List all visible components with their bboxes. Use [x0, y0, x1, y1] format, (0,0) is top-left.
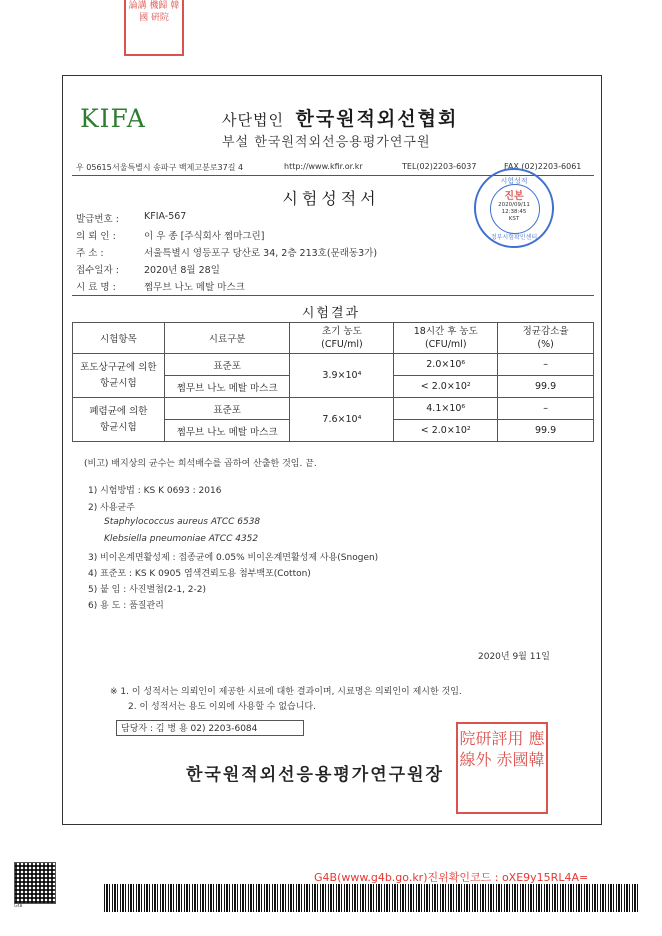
cell-test-item: 포도상구균에 의한 항균시험	[73, 354, 165, 398]
cell-test-item: 폐렴균에 의한 항균시험	[73, 398, 165, 442]
top-seal	[124, 0, 184, 56]
info-value-client: 이 우 종 [주식회사 쩜마그린]	[144, 231, 265, 242]
cell-initial: 7.6×10⁴	[290, 398, 394, 442]
header-test-item: 시험항목	[73, 323, 165, 354]
info-label-client: 의 뢰 인 :	[76, 231, 116, 242]
cell-rate: –	[498, 354, 594, 376]
stamp-center-text: 진본	[504, 191, 524, 202]
table-row	[73, 398, 594, 420]
cell-sample: 쩜무브 나노 메탈 마스크	[164, 420, 290, 442]
director-title: 한국원적외선응용평가연구원장	[186, 765, 444, 785]
info-label-issue-no: 발급번호 :	[76, 214, 119, 225]
header-sample-type: 시료구분	[164, 323, 290, 354]
kifa-logo: KIFA	[80, 104, 146, 133]
official-seal-text: 院研評用 應線外 赤國韓	[459, 729, 545, 769]
table-row	[73, 354, 594, 376]
detail-test-method: 1) 시험방법 : KS K 0693 : 2016	[88, 486, 222, 496]
authenticity-stamp	[474, 168, 554, 248]
contact-box: 담당자 : 김 병 용 02) 2203-6084	[116, 720, 304, 736]
detail-attachment: 5) 붙 임 : 사진별첨(2-1, 2-2)	[88, 585, 207, 595]
stamp-bottom-text: 정부시험확인센터	[490, 234, 538, 241]
info-value-received: 2020년 8월 28일	[144, 265, 220, 276]
header-initial: 초기 농도 (CFU/ml)	[290, 323, 394, 354]
issue-date: 2020년 9월 11일	[478, 652, 550, 662]
info-divider	[72, 295, 594, 296]
org-name	[222, 104, 458, 131]
cell-after: < 2.0×10²	[394, 376, 498, 398]
document-title: 시험성적서	[282, 189, 380, 208]
qr-code	[14, 862, 56, 904]
address: 서울특별시 송파구 백제고분로37길 4	[112, 163, 244, 172]
cell-rate: –	[498, 398, 594, 420]
header-rate: 정균감소율 (%)	[498, 323, 594, 354]
table-note: (비고) 배지상의 균수는 희석배수를 곱하여 산출한 것임. 끝.	[84, 459, 317, 469]
cell-after: 2.0×10⁶	[394, 354, 498, 376]
table-header-row	[73, 323, 594, 354]
cell-after: < 2.0×10²	[394, 420, 498, 442]
stamp-datetime	[476, 202, 552, 223]
info-label-address: 주 소 :	[76, 248, 104, 259]
results-table	[72, 322, 594, 442]
info-label-sample: 시 료 명 :	[76, 282, 116, 293]
qr-caption: G4B	[14, 903, 23, 908]
detail-standard-cloth: 4) 표준포 : KS K 0905 염색견뢰도용 첨부백포(Cotton)	[88, 569, 311, 579]
remark-2: 2. 이 성적서는 용도 이외에 사용할 수 없습니다.	[128, 702, 316, 712]
detail-strain-1: Staphylococcus aureus ATCC 6538	[104, 517, 261, 527]
cell-rate: 99.9	[498, 376, 594, 398]
website: http://www.kfir.or.kr	[284, 162, 363, 171]
stamp-tz: KST	[508, 216, 520, 222]
stamp-top-text: 시험성적	[500, 177, 528, 185]
cell-sample: 쩜무브 나노 메탈 마스크	[164, 376, 290, 398]
results-title-text: 시험결과	[296, 306, 366, 323]
official-seal	[456, 722, 548, 814]
cell-rate: 99.9	[498, 420, 594, 442]
header-after: 18시간 후 농도 (CFU/ml)	[394, 323, 498, 354]
cell-after: 4.1×10⁶	[394, 398, 498, 420]
org-subtitle: 부설 한국원적외선응용평가연구원	[222, 135, 431, 150]
info-value-address: 서울특별시 영등포구 당산로 34, 2층 213호(문래동3가)	[144, 248, 378, 259]
info-value-issue-no: KFIA-567	[144, 211, 187, 222]
cell-sample: 표준포	[164, 354, 290, 376]
stamp-time: 12:38:45	[501, 209, 527, 215]
telephone: TEL(02)2203-6037	[402, 162, 477, 171]
address-post: 우 05615	[76, 163, 112, 172]
cell-initial: 3.9×10⁴	[290, 354, 394, 398]
detail-strain-2: Klebsiella pneumoniae ATCC 4352	[104, 534, 259, 544]
cell-sample: 표준포	[164, 398, 290, 420]
detail-surfactant: 3) 비이온계면활성제 : 접종균에 0.05% 비이온계면활성제 사용(Snogen)	[88, 553, 379, 563]
info-value-sample: 쩜무브 나노 메탈 마스크	[144, 282, 245, 293]
stamp-date: 2020/09/11	[498, 202, 530, 208]
org-title: 한국원적외선협회	[295, 108, 459, 130]
detail-purpose: 6) 용 도 : 품질관리	[88, 601, 164, 611]
results-title	[0, 302, 662, 321]
detail-strains: 2) 사용균주	[88, 503, 135, 513]
fax: FAX (02)2203-6061	[504, 162, 582, 171]
g4b-verification-code: G4B(www.g4b.go.kr)진위확인코드 : oXE9y15RL4A=	[314, 871, 589, 884]
org-prefix: 사단법인	[222, 111, 284, 129]
remark-1: ※ 1. 이 성적서는 의뢰인이 제공한 시료에 대한 결과이며, 시료명은 의뢰인이 제시한 것임.	[110, 687, 462, 697]
top-seal-text: 論講 機歸 韓國 硏院	[128, 1, 180, 23]
info-label-received: 접수일자 :	[76, 265, 119, 276]
barcode	[104, 884, 640, 912]
